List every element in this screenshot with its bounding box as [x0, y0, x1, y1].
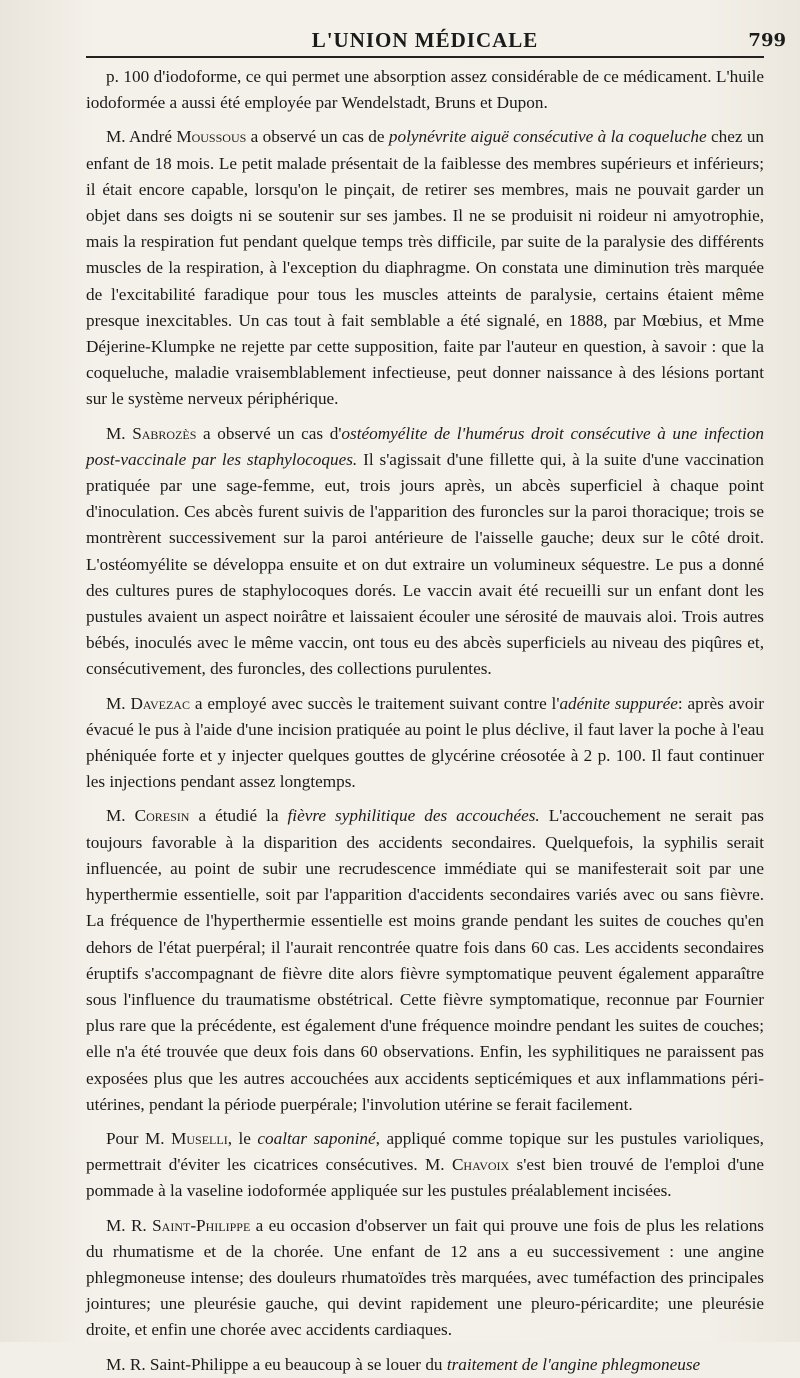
paragraph-iodoform: [86, 64, 764, 116]
text-run: , le: [227, 1128, 258, 1148]
text-run: M. André: [106, 127, 177, 147]
text-run: Il s'agissait d'une fillette qui, à la suite d'une vaccination pratiquée par une sage-femme, eut, trois jours après, un abcès superficiel à chaque point d'inoculation. Ces abcès furent suivis de l'apparition des furoncles sur la paroi thoracique; trois se montrèrent successivement sur la paroi antérieure de l'aisselle gauche; deux sur le côté droit. L'ostéomyélite se développa ensuite et on dut extraire un volumineux séquestre. Le pus a donné des cultures pures de staphylocoques dorés. Le vaccin avait été recueilli sur un enfant dont les pustules avaient un aspect noirâtre et laissaient écouler une sérosité de mauvais aloi. Trois autres bébés, inoculés avec le même vaccin, ont tous eu des abcès superficiels au niveau des piqûres et, consécutivement, des furoncles, des collections purulentes.: [86, 449, 764, 679]
text-run: p. 100 d'iodoforme, ce qui permet une absorption assez considérable de ce médicament. L'huile iodoformée a aussi été employée par Wendelstadt, Bruns et Dupon.: [86, 67, 764, 113]
text-run: chez un enfant de 18 mois. Le petit malade présentait de la faiblesse des membres supérieurs et inférieurs; il était encore capable, lorsqu'on le pinçait, de retirer ses membres, mais ne pouvait garder un objet dans ses doigts ni se soutenir sur ses jambes. Il ne se produisit ni roideur ni amyotrophie, mais la respiration fut pendant quelque temps très difficile, par suite de la paralysie des différents muscles de la respiration, à l'exception du diaphragme. On constata une diminution très marquée de l'excitabilité faradique pour tous les muscles atteints de paralysie, certains étaient même presque inexcitables. Un cas tout à fait semblable a été signalé, en 1888, par Mœbius, et Mme Déjerine-Klumpke ne rejette par cette supposition, faite par l'auteur en question, à savoir : que la coqueluche, maladie vraisemblablement infectieuse, peut donner naissance à des lésions portant sur le système nerveux périphérique.: [86, 127, 765, 409]
paragraph-coresin: [86, 803, 764, 1117]
text-run: L'accouchement ne serait pas toujours favorable à la disparition des accidents secondaires. Quelquefois, la syphilis serait influencée, au point de subir une recrudescence immédiate qui se manifesterait soit par une hyperthermie essentielle, soit par l'apparition d'accidents secondaires variés avec ou sans fièvre. La fréquence de l'hyperthermie essentielle est moins grande pendant les suites de couches qu'en dehors de l'état puerpéral; il l'aurait rencontrée quatre fois dans 60 cas. Les accidents secondaires éruptifs s'accompagnant de fièvre dite alors fièvre symptomatique peuvent également apparaître sous l'influence du traumatisme obstétrical. Cette fièvre symptomatique, reconnue par Fournier plus rare que la précédente, est également d'une fréquence moindre pendant les suites de couches; elle n'a été trouvée que deux fois dans 60 observations. Enfin, les syphilitiques ne paraissent pas exposées plus que les autres accouchées aux accidents septicémiques et aux inflammations péri-utérines, pendant la période puerpérale; l'involution utérine se ferait facilement.: [86, 806, 764, 1114]
text-run: : après avoir évacué le pus à l'aide d'une incision pratiquée au point le plus déclive, il faut laver la poche à l'eau phéniquée forte et y injecter quelques gouttes de glycérine créosotée à 2 p. 100. Il faut continuer les injections pendant assez longtemps.: [86, 693, 764, 792]
text-run: a employé avec succès le traitement suivant contre l': [189, 693, 560, 713]
author-name: Chavoix: [451, 1155, 510, 1175]
paragraph-muselli: [86, 1126, 764, 1205]
author-name: Muselli: [171, 1128, 228, 1148]
emphasized-term: fièvre syphilitique des accouchées.: [287, 806, 540, 826]
text-run: M. R.: [106, 1215, 153, 1235]
text-run: M.: [106, 423, 133, 443]
text-run: a observé un cas d': [196, 423, 342, 443]
text-run: M. R. Saint-Philippe a eu beaucoup à se louer du: [106, 1354, 447, 1374]
article-body: [86, 64, 764, 1378]
text-run: a étudié la: [189, 806, 288, 826]
running-header: [86, 22, 786, 58]
author-name: Davezac: [130, 693, 190, 713]
paragraph-moussous: [86, 124, 764, 412]
author-name: Moussous: [176, 127, 247, 147]
author-name: Sabrozès: [132, 423, 197, 443]
text-run: M.: [106, 806, 135, 826]
paragraph-davezac: [86, 691, 764, 796]
paragraph-angine: [86, 1352, 764, 1378]
paragraph-saint-philippe: [86, 1213, 764, 1344]
emphasized-term: adénite suppurée: [559, 693, 678, 713]
author-name: Coresin: [134, 806, 190, 826]
text-run: , appliqué comme topique sur les pustules varioliques, permettrait d'éviter les cicatrices consécutives. M.: [86, 1128, 764, 1175]
emphasized-term: coaltar saponiné: [257, 1128, 376, 1148]
emphasized-term: traitement de l'angine phlegmoneuse: [446, 1354, 701, 1374]
text-run: a eu occasion d'observer un fait qui prouve une fois de plus les relations du rhumatisme et de la chorée. Une enfant de 12 ans a eu successivement : une angine phlegmoneuse intense; des douleurs rhumatoïdes très marquées, avec tuméfaction des principales jointures; une pleurésie gauche, qui devint rapidement une pleuro-péricardite; une pleurésie droite, et enfin une chorée avec accidents cardiaques.: [86, 1215, 765, 1340]
emphasized-term: polynévrite aiguë consécutive à la coqueluche: [388, 127, 707, 147]
author-name: Saint-Philippe: [152, 1215, 251, 1235]
paragraph-sabrozes: [86, 421, 764, 683]
text-run: a observé un cas de: [246, 127, 389, 147]
journal-title: L'UNION MÉDICALE: [311, 28, 539, 52]
text-run: Pour M.: [106, 1128, 172, 1148]
emphasized-term: ostéomyélite de l'humérus droit consécutive à une infection post-vaccinale par les staphylocoques.: [86, 423, 764, 469]
text-run: M.: [106, 693, 131, 713]
page-number: 799: [748, 30, 786, 51]
text-run: s'est bien trouvé de l'emploi d'une pommade à la vaseline iodoformée appliquée sur les pustules préalablement incisées.: [86, 1155, 764, 1201]
